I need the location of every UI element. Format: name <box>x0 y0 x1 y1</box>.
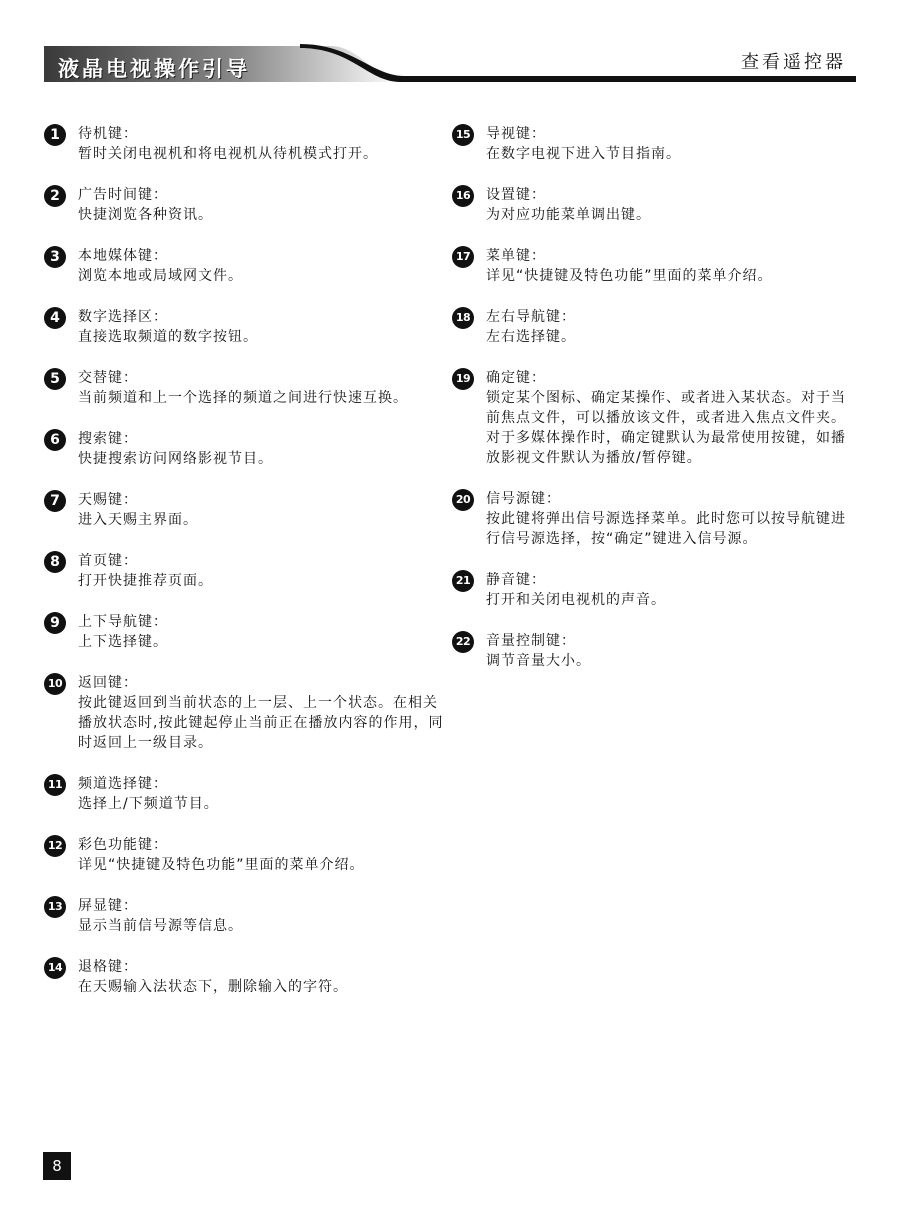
key-description: 在数字电视下进入节目指南。 <box>486 146 681 162</box>
key-description: 详见“快捷键及特色功能”里面的菜单介绍。 <box>486 268 773 284</box>
number-badge: 20 <box>452 489 474 511</box>
number-badge: 2 <box>44 185 66 207</box>
number-badge: 8 <box>44 551 66 573</box>
number-badge: 11 <box>44 774 66 796</box>
key-name: 左右导航键： <box>486 309 576 325</box>
key-entry <box>44 124 444 164</box>
number-badge: 13 <box>44 896 66 918</box>
key-name: 导视键： <box>486 126 546 142</box>
key-name: 退格键： <box>78 959 138 975</box>
key-name: 天赐键： <box>78 492 138 508</box>
key-name: 交替键： <box>78 370 138 386</box>
page-title: 液晶电视操作引导 <box>58 56 250 81</box>
key-entry <box>44 368 444 408</box>
number-badge: 22 <box>452 631 474 653</box>
left-column <box>44 124 444 1018</box>
key-description: 按此键将弹出信号源选择菜单。此时您可以按导航键进行信号源选择，按“确定”键进入信号源。 <box>486 511 846 547</box>
key-name: 确定键： <box>486 370 546 386</box>
key-name: 频道选择键： <box>78 776 168 792</box>
right-column <box>452 124 852 692</box>
key-entry <box>452 307 852 347</box>
key-name: 设置键： <box>486 187 546 203</box>
key-entry <box>44 490 444 530</box>
key-name: 首页键： <box>78 553 138 569</box>
key-entry <box>44 957 444 997</box>
key-name: 上下导航键： <box>78 614 168 630</box>
key-name: 彩色功能键： <box>78 837 168 853</box>
key-entry <box>44 429 444 469</box>
number-badge: 19 <box>452 368 474 390</box>
key-entry <box>44 307 444 347</box>
key-description: 快捷浏览各种资讯。 <box>78 207 213 223</box>
number-badge: 12 <box>44 835 66 857</box>
number-badge: 21 <box>452 570 474 592</box>
key-description: 暂时关闭电视机和将电视机从待机模式打开。 <box>78 146 378 162</box>
key-description: 在天赐输入法状态下，删除输入的字符。 <box>78 979 348 995</box>
number-badge: 17 <box>452 246 474 268</box>
key-entry <box>44 774 444 814</box>
key-entry <box>44 246 444 286</box>
key-name: 静音键： <box>486 572 546 588</box>
number-badge: 4 <box>44 307 66 329</box>
key-entry <box>452 368 852 468</box>
section-title: 查看遥控器 <box>741 52 846 73</box>
key-description: 详见“快捷键及特色功能”里面的菜单介绍。 <box>78 857 365 873</box>
number-badge: 5 <box>44 368 66 390</box>
key-name: 数字选择区： <box>78 309 168 325</box>
key-entry <box>44 551 444 591</box>
number-badge: 7 <box>44 490 66 512</box>
key-description: 打开和关闭电视机的声音。 <box>486 592 666 608</box>
key-description: 上下选择键。 <box>78 634 168 650</box>
key-description: 显示当前信号源等信息。 <box>78 918 243 934</box>
key-description: 选择上/下频道节目。 <box>78 796 219 812</box>
key-description: 当前频道和上一个选择的频道之间进行快速互换。 <box>78 390 408 406</box>
key-entry <box>452 570 852 610</box>
key-name: 搜索键： <box>78 431 138 447</box>
number-badge: 6 <box>44 429 66 451</box>
key-name: 菜单键： <box>486 248 546 264</box>
number-badge: 9 <box>44 612 66 634</box>
key-entry <box>44 185 444 225</box>
key-entry <box>452 124 852 164</box>
key-description: 按此键返回到当前状态的上一层、上一个状态。在相关播放状态时,按此键起停止当前正在播放内容的作用，同时返回上一级目录。 <box>78 695 444 751</box>
number-badge: 14 <box>44 957 66 979</box>
number-badge: 18 <box>452 307 474 329</box>
key-entry <box>44 673 444 753</box>
page-header <box>0 0 898 100</box>
key-description: 直接选取频道的数字按钮。 <box>78 329 258 345</box>
number-badge: 3 <box>44 246 66 268</box>
key-description: 快捷搜索访问网络影视节目。 <box>78 451 273 467</box>
key-entry <box>44 612 444 652</box>
key-name: 信号源键： <box>486 491 561 507</box>
key-entry <box>452 631 852 671</box>
key-description: 打开快捷推荐页面。 <box>78 573 213 589</box>
key-entry <box>44 835 444 875</box>
page-number: 8 <box>43 1152 71 1180</box>
key-entry <box>452 489 852 549</box>
key-name: 待机键： <box>78 126 138 142</box>
key-name: 返回键： <box>78 675 138 691</box>
key-description: 锁定某个图标、确定某操作、或者进入某状态。对于当前焦点文件，可以播放该文件，或者进入焦点文件夹。对于多媒体操作时，确定键默认为最常使用按键，如播放影视文件默认为播放/暂停键。 <box>486 390 846 466</box>
key-description: 进入天赐主界面。 <box>78 512 198 528</box>
key-description: 为对应功能菜单调出键。 <box>486 207 651 223</box>
key-description: 浏览本地或局域网文件。 <box>78 268 243 284</box>
key-entry <box>452 246 852 286</box>
key-description: 左右选择键。 <box>486 329 576 345</box>
number-badge: 10 <box>44 673 66 695</box>
key-description: 调节音量大小。 <box>486 653 591 669</box>
key-name: 广告时间键： <box>78 187 168 203</box>
key-name: 音量控制键： <box>486 633 576 649</box>
number-badge: 15 <box>452 124 474 146</box>
key-entry <box>452 185 852 225</box>
number-badge: 16 <box>452 185 474 207</box>
key-entry <box>44 896 444 936</box>
key-name: 本地媒体键： <box>78 248 168 264</box>
key-name: 屏显键： <box>78 898 138 914</box>
number-badge: 1 <box>44 124 66 146</box>
